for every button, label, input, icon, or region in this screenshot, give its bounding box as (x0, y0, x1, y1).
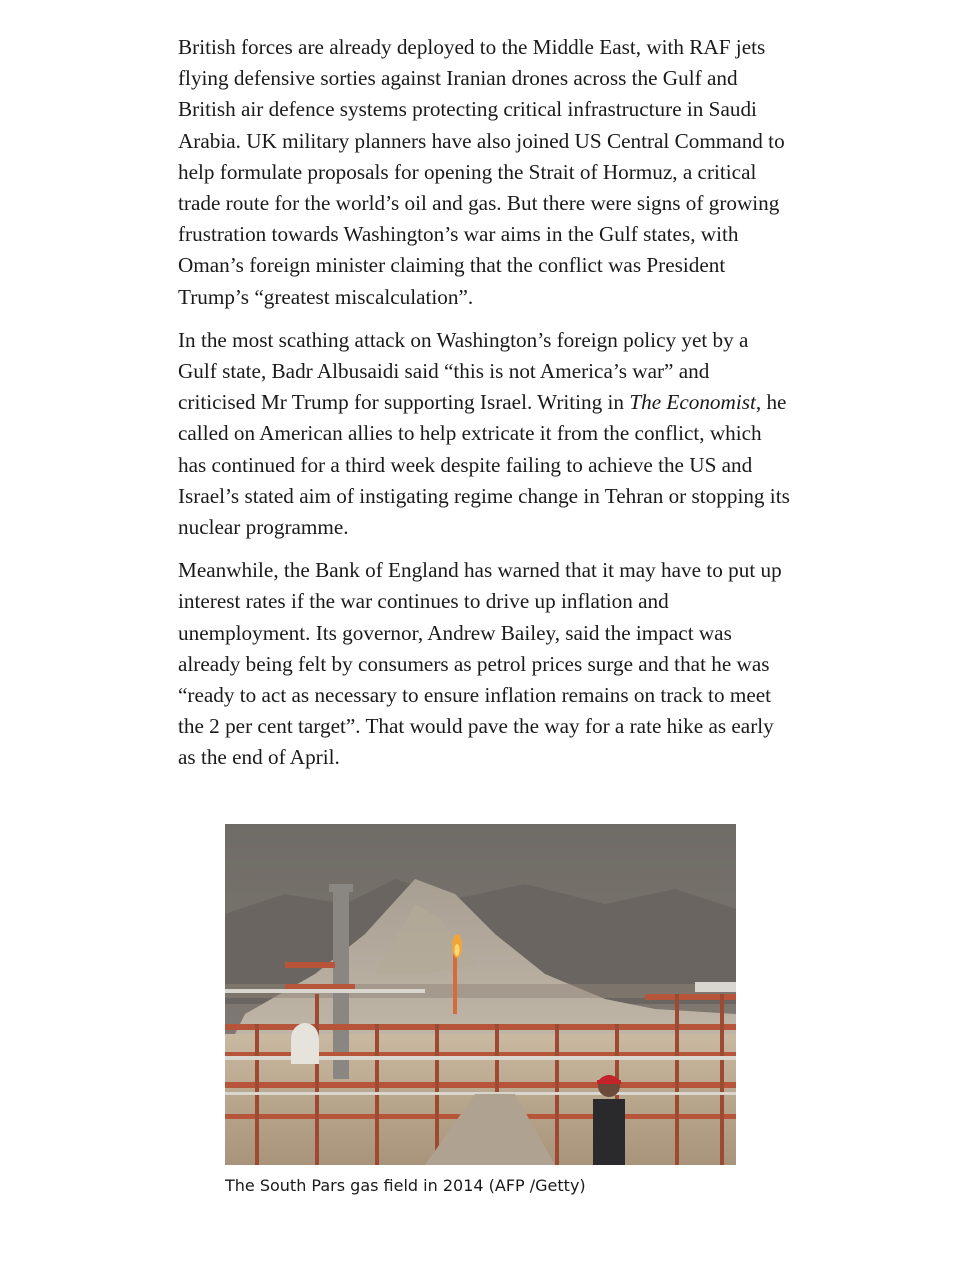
publication-name: The Economist (629, 390, 756, 415)
photo-caption: The South Pars gas field in 2014 (AFP /Getty) (225, 1176, 586, 1195)
paragraph-2 (178, 325, 790, 543)
article-figure (225, 824, 736, 1197)
paragraph-1: British forces are already deployed to the Middle East, with RAF jets flying defensive sorties against Iranian drones across the Gulf and British air defence systems protecting critical infrastructure in Saudi Arabia. UK military planners have also joined US Central Command to help formulate proposals for opening the Strait of Hormuz, a critical trade route for the world’s oil and gas. But there were signs of growing frustration towards Washington’s war aims in the Gulf states, with Oman’s foreign minister claiming that the conflict was President Trump’s “greatest miscalculation”. (178, 35, 785, 309)
paragraph-3: Meanwhile, the Bank of England has warned that it may have to put up interest rates if the war continues to drive up inflation and unemployment. Its governor, Andrew Bailey, said the impact was already being felt by consumers as petrol prices surge and that he was “ready to act as necessary to ensure inflation remains on track to meet the 2 per cent target”. That would pave the way for a rate hike as early as the end of April. (178, 558, 782, 770)
paragraph-2-part-1: In the most scathing attack on Washington’s foreign policy yet by a Gulf state, Badr Albusaidi said “this is not America’s war” and criticised Mr Trump for supporting Israel. Writing in (178, 327, 749, 415)
paragraph-2-part-2: , he called on American allies to help extricate it from the conflict, which has continued for a third week despite failing to achieve the US and Israel’s stated aim of instigating regime change in Tehran or stopping its nuclear programme. (178, 390, 790, 540)
gas-field-photo (225, 824, 736, 1165)
article-body (178, 32, 790, 786)
